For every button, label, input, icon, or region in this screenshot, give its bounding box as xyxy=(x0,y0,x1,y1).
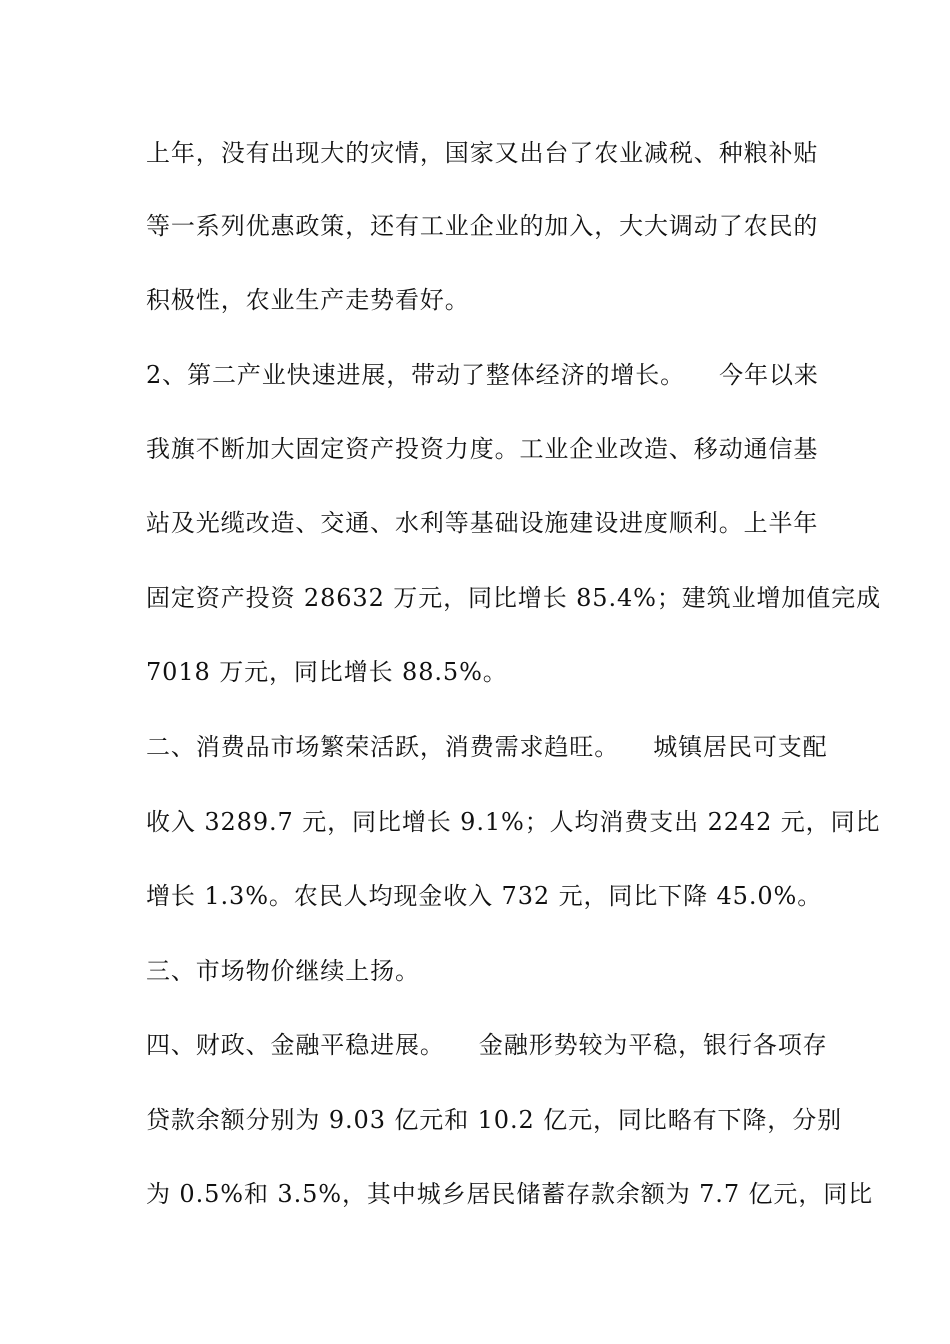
paragraph-line: 7018 万元，同比增长 88.5%。 xyxy=(146,658,508,686)
paragraph-line: 积极性，农业生产走势看好。 xyxy=(146,286,470,314)
section-heading-line: 二、消费品市场繁荣活跃，消费需求趋旺。 城镇居民可支配 xyxy=(146,733,828,761)
section-heading-line: 三、市场物价继续上扬。 xyxy=(146,957,420,985)
paragraph-line: 为 0.5%和 3.5%，其中城乡居民储蓄存款余额为 7.7 亿元，同比 xyxy=(146,1180,874,1208)
paragraph-line: 贷款余额分别为 9.03 亿元和 10.2 亿元，同比略有下降，分别 xyxy=(146,1106,842,1134)
paragraph-line: 增长 1.3%。农民人均现金收入 732 元，同比下降 45.0%。 xyxy=(146,882,823,910)
section-heading-line: 2、第二产业快速进展，带动了整体经济的增长。 今年以来 xyxy=(146,361,819,389)
paragraph-line: 我旗不断加大固定资产投资力度。工业企业改造、移动通信基 xyxy=(146,435,819,463)
paragraph-line: 上年，没有出现大的灾情，国家又出台了农业减税、种粮补贴 xyxy=(146,139,819,167)
paragraph-line: 收入 3289.7 元，同比增长 9.1%；人均消费支出 2242 元，同比 xyxy=(146,808,881,836)
paragraph-line: 站及光缆改造、交通、水利等基础设施建设进度顺利。上半年 xyxy=(146,509,819,537)
paragraph-line: 固定资产投资 28632 万元，同比增长 85.4%；建筑业增加值完成 xyxy=(146,584,881,612)
section-heading-line: 四、财政、金融平稳进展。 金融形势较为平稳，银行各项存 xyxy=(146,1031,828,1059)
paragraph-line: 等一系列优惠政策，还有工业企业的加入，大大调动了农民的 xyxy=(146,212,819,240)
